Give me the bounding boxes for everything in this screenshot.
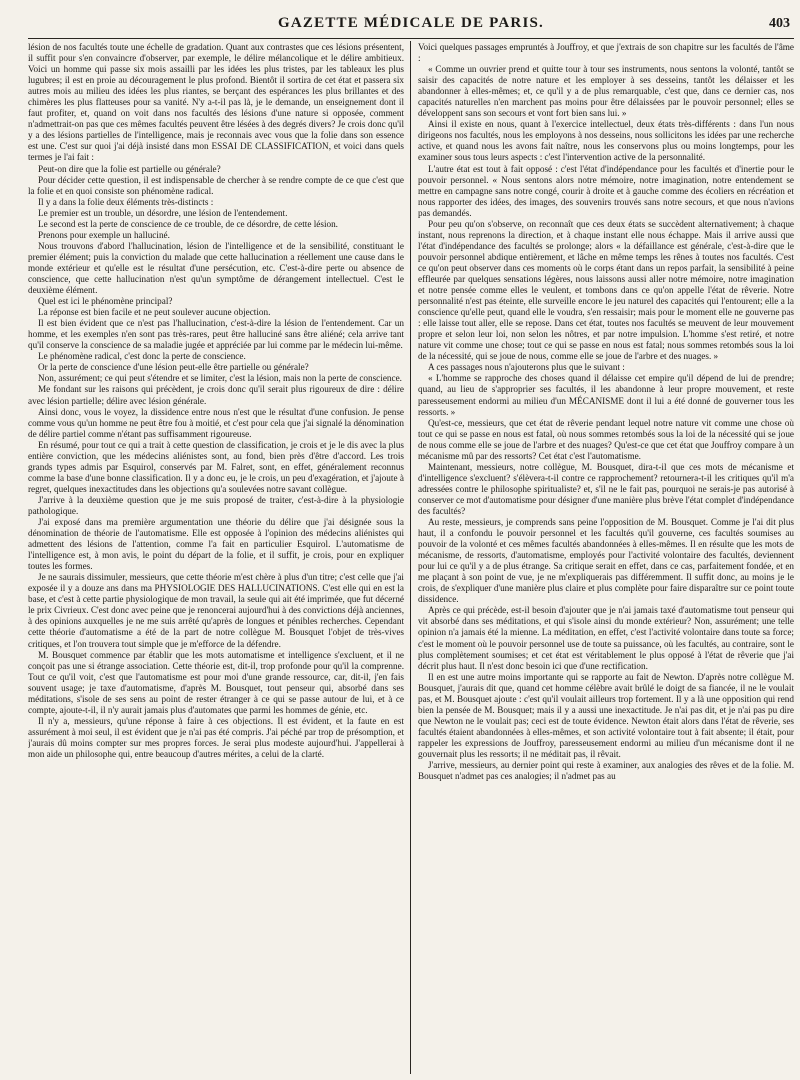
paragraph: Quel est ici le phénomène principal? — [38, 296, 173, 307]
paragraph: Pour décider cette question, il est indispensable de chercher à se rendre compte de ce que c'est que la folie et en quoi consiste son phénomène radical. — [28, 174, 404, 196]
paragraph: Il y a dans la folie deux éléments très-distincts : — [38, 196, 214, 207]
paragraph: L'autre état est tout à fait opposé : c'est l'état d'indépendance pour les facultés et d'inertie pour le pouvoir personnel. « Nous sentons alors notre mémoire, notre imagination, notre entendement se mettre en campagne sans notre congé, courir à droite et à gauche comme des écoliers en récréation et nous rapporter des idées, des images, des souvenirs trouvés sans notre secours, et que nous n'avions pas demandés. — [418, 163, 794, 218]
paragraph: J'ai exposé dans ma première argumentation une théorie du délire que j'ai désignée sous la dénomination de théorie de l'automatisme. Elle est opposée à l'opinion des médecins aliénistes qui admettent des lésions de l'attention, comme l'a fait en particulier Esquirol. L'automatisme de l'intelligence est, à mon avis, le point du départ de la folie, et il suffit, je crois, pour en expliquer toutes les formes. — [28, 517, 404, 572]
left-column — [28, 39, 410, 1074]
paragraph: Prenons pour exemple un halluciné. — [38, 229, 170, 240]
paragraph: Le second est la perte de conscience de ce trouble, de ce désordre, de cette lésion. — [38, 218, 338, 229]
paragraph: Maintenant, messieurs, notre collègue, M. Bousquet, dira-t-il que ces mots de mécanisme et d'intelligence s'excluent? s'élèvera-t-il contre ce rapprochement? retournera-t-il les critiques qu'il m'a adressées contre le philosophe spiritualiste? et, s'il ne le fait pas, pourquoi ne serais-je pas autorisé à conserver ce mot d'automatisme pour désigner d'une manière plus brève l'état complet d'indépendance des facultés? — [418, 461, 794, 516]
paragraph: « Comme un ouvrier prend et quitte tour à tour ses instruments, nous sentons la volonté, tantôt se saisir des capacités de notre nature et les employer à ses desseins, tantôt les délaisser et les abandonner à elles-mêmes; et, ce qu'il y a de plus remarquable, c'est que, dans ce dernier cas, nos capacités naturelles n'en marchent pas moins pour être délaissées par le pouvoir personnel; elles se développent sans son secours et vont fort bien sans lui. » — [418, 64, 794, 119]
page-header — [28, 0, 794, 39]
paragraph: Me fondant sur les raisons qui précèdent, je crois donc qu'il serait plus rigoureux de dire : délire avec lésion partielle; délire avec lésion générale. — [28, 384, 404, 406]
paragraph: « L'homme se rapproche des choses quand il délaisse cet empire qu'il dépend de lui de prendre; quand, au lieu de s'approprier ses facultés, il les abandonne à leur propre mouvement, et reste paresseusement endormi au milieu d'un MÉCANISME dont il lui a été donné de gouverner tous les ressorts. » — [418, 373, 794, 417]
paragraph: Qu'est-ce, messieurs, que cet état de rêverie pendant lequel notre nature vit comme une chose où tout ce qui se passe en nous est fatal, où nous sommes retombés sous la loi de la nécessité qui se joue de nous comme elle se joue de l'arbre et des nuages? Qu'est-ce que cet état que Jouffroy compare à un mécanisme mû par des ressorts? Cet état c'est l'automatisme. — [418, 417, 794, 461]
paragraph: Il est bien évident que ce n'est pas l'hallucination, c'est-à-dire la lésion de l'entendement. Car un homme, et les exemples n'en sont pas très-rares, peut être halluciné sans être aliéné; cela arrive tant qu'il conserve la conscience de sa maladie jugée et appréciée par lui comme par le médecin lui-même. — [28, 318, 404, 351]
paragraph: A ces passages nous n'ajouterons plus que le suivant : — [428, 362, 625, 373]
paragraph: Après ce qui précède, est-il besoin d'ajouter que je n'ai jamais taxé d'automatisme tout penseur qui vit absorbé dans ses méditations, et qui s'isole ainsi du monde extérieur? Non, assurément; une telle opinion n'a jamais été la mienne. La méditation, en effet, c'est l'activité volontaire dans toute sa force; c'est le moment où le pouvoir personnel use de toute sa puissance, où les facultés, au contraire, sont le plus complètement soumises; et cet état est véritablement le plus opposé à l'état de rêverie que j'ai décrit plus haut. Il n'est donc besoin ici que d'une rectification. — [418, 605, 794, 671]
paragraph: Je ne saurais dissimuler, messieurs, que cette théorie m'est chère à plus d'un titre; c'est celle que j'ai exposée il y a douze ans dans ma PHYSIOLOGIE DES HALLUCINATIONS. C'est elle qui en est la base, et c'est à cette partie physiologique de mon travail, la seule qui ait été imprimée, que fut décerné le prix Civrieux. C'est donc avec peine que je renoncerai aujourd'hui à des convictions déjà anciennes, à des opinions auxquelles je ne me suis arrêté qu'après de longues et pénibles recherches. Cependant cette théorie d'automatisme a été de la part de notre collègue M. Bousquet l'objet de très-vives critiques, et l'on trouvera tout simple que je m'efforce de la défendre. — [28, 572, 404, 649]
page-number: 403 — [769, 16, 790, 31]
paragraph: Pour peu qu'on s'observe, on reconnaît que ces deux états se succèdent alternativement; à chaque instant, nous reprenons la direction, et à chaque instant elle nous échappe. Mais il arrive aussi que l'état d'indépendance des facultés se prolonge; alors « la défaillance est générale, c'est-à-dire que le pouvoir personnel abdique entièrement, et lâche en même temps les rênes à toutes nos facultés. C'est ce qu'on peut observer dans ces moments où le corps étant dans un repos parfait, la sensibilité à peine effleurée par quelques sensations légères, nous laissons aussi aller notre mémoire, notre imagination et notre pensée comme elles le veulent, et tombons dans ce qu'on appelle l'état de rêverie. Notre personnalité n'est pas éteinte, elle surveille encore le jeu naturel des capacités qui l'entourent; elle a la conscience qu'elle peut, quand elle le voudra, s'en ressaisir; mais pour le moment elle ne gouverne pas : elle laisse tout aller, elle se repose. Dans cet état, toutes nos facultés se meuvent de leur mouvement propre et selon leur loi, non selon les nôtres, et par notre impulsion. L'homme s'est retiré, et notre nature vit comme une chose; tout ce qui se passe en nous est fatal; nous sommes retombés sous la loi de la nécessité, qui se joue de nous, comme elle se joue de l'arbre et des nuages. » — [418, 218, 794, 362]
paragraph: Or la perte de conscience d'une lésion peut-elle être partielle ou générale? — [38, 362, 309, 373]
paragraph: Au reste, messieurs, je comprends sans peine l'opposition de M. Bousquet. Comme je l'ai dit plus haut, il a confondu le pouvoir personnel et les facultés qu'il gouverne, ces facultés soumises au pouvoir de la volonté et ces mêmes facultés abandonnées à elles-mêmes. Il en résulte que les mots de mécanisme, de ressorts, d'automatisme, employés pour l'activité volontaire des facultés, deviennent pour lui ce qu'il y a de plus étrange. Sa critique serait en effet, dans ce cas, parfaitement fondée, et en me plaçant à son point de vue, je ne m'expliquerais pas différemment. Il suffit donc, au moins je le crois, de s'expliquer d'une manière plus claire et plus complète pour faire disparaître sur ce point toute dissidence. — [418, 517, 794, 605]
paragraph: Peut-on dire que la folie est partielle ou générale? — [38, 163, 221, 174]
journal-title: GAZETTE MÉDICALE DE PARIS. — [278, 15, 544, 31]
paragraph: Il en est une autre moins importante qui se rapporte au fait de Newton. D'après notre collègue M. Bousquet, j'aurais dit que, quand cet homme célèbre avait brûlé le doigt de sa fiancée, il ne le voulait pas, et M. Bousquet ajoute : c'est qu'il voulait ailleurs trop fortement. Il y a là une opposition qui rend bien la pensée de M. Bousquet; mais il y a aussi une inexactitude. Je n'ai pas dit, et je n'ai pas pu dire que Newton ne le voulait pas; ceci est de toute évidence. Newton était alors dans l'état de rêverie, ses facultés étaient abandonnées à elles-mêmes, et son activité volontaire tout à fait absente; il était, pour rappeler les expressions de Jouffroy, paresseusement endormi au milieu d'un mécanisme dont il ne gouvernait plus les ressorts; il ne méditait pas, il rêvait. — [418, 671, 794, 759]
text-columns — [28, 39, 794, 1074]
paragraph: Nous trouvons d'abord l'hallucination, lésion de l'intelligence et de la sensibilité, constituant le premier élément; puis la conviction du malade que cette hallucination a réellement une cause dans le monde extérieur et qu'elle est le résultat d'une persécution, etc. C'est-à-dire perte ou absence de conscience, que cette hallucination n'est qu'un symptôme de dérangement intellectuel. C'est le deuxième élément. — [28, 240, 404, 296]
paragraph: Non, assurément; ce qui peut s'étendre et se limiter, c'est la lésion, mais non la perte de conscience. — [38, 373, 402, 384]
paragraph: Le phénomène radical, c'est donc la perte de conscience. — [38, 351, 246, 362]
paragraph: La réponse est bien facile et ne peut soulever aucune objection. — [38, 307, 271, 318]
paragraph: Ainsi il existe en nous, quant à l'exercice intellectuel, deux états très-différents : dans l'un nous dirigeons nos facultés, nous les employons à nos desseins, nous sollicitons les idées par une recherche active, et quand nous les avons fait naître, nous les conservons plus ou moins longtemps, pour les examiner sous tous leurs aspects : c'est l'intervention active de la personnalité. — [418, 119, 794, 163]
paragraph: lésion de nos facultés toute une échelle de gradation. Quant aux contrastes que ces lésions présentent, il suffit pour s'en convaincre d'observer, par exemple, le délire mélancolique et le délire ambitieux. Voici un homme qui passe six mois assailli par les idées les plus tristes, par les tableaux les plus lugubres; il est en proie au découragement le plus profond. Bientôt il sortira de cet état et passera six autres mois au milieu des idées les plus riantes, se berçant des espérances les plus brillantes et des chimères les plus flatteuses pour sa vanité. N'y a-t-il pas là, je le demande, un enseignement dont il faut profiter, et, quand on voit dans nos facultés des lésions d'une nature si opposée, comment n'admettrait-on pas que ces mêmes facultés peuvent être lésées à des degrés divers? Je crois donc qu'il y a des lésions partielles de l'intelligence, mais je reconnais avec vous que la folie dans son essence est une. C'est sur quoi j'ai déjà insisté dans mon ESSAI DE CLASSIFICATION, et voici dans quels termes je l'ai fait : — [28, 42, 404, 163]
paragraph: J'arrive, messieurs, au dernier point qui reste à examiner, aux analogies des rêves et de la folie. M. Bousquet n'admet pas ces analogies; il n'admet pas au — [418, 760, 794, 782]
paragraph: Ainsi donc, vous le voyez, la dissidence entre nous n'est que le résultat d'une confusion. Je pense comme vous qu'un homme ne peut être fou à moitié, et c'est pour cela que j'ai signalé la dénomination de délire partiel comme n'étant pas suffisamment rigoureuse. — [28, 406, 404, 439]
paragraph: M. Bousquet commence par établir que les mots automatisme et intelligence s'excluent, et il ne conçoit pas une si étrange association. Cette théorie est, dit-il, trop profonde pour qu'il la comprenne. Tout ce qu'il voit, c'est que l'automatisme est pour moi d'une grande ressource, car, dit-il, j'en fais souvent usage; je taxe d'automatisme, d'après M. Bousquet, tout penseur qui, absorbé dans ses méditations, s'isole de ses sens au point de rester étranger à ce qui se passe autour de lui, et à ce compte, ajoute-t-il, il n'y aurait jamais plus d'automates que parmi les hommes de génie, etc. — [28, 649, 404, 715]
paragraph: Il n'y a, messieurs, qu'une réponse à faire à ces objections. Il est évident, et la faute en est assurément à moi seul, il est évident que je n'ai pas été compris. J'ai péché par trop de présomption, et j'aurais dû moins compter sur mes propres forces. Je serai plus modeste aujourd'hui. J'appellerai à mon aide un philosophe qui, entre beaucoup d'autres mérites, a celui de la clarté. — [28, 715, 404, 759]
paragraph: J'arrive à la deuxième question que je me suis proposé de traiter, c'est-à-dire à la physiologie pathologique. — [28, 494, 404, 516]
paragraph: Voici quelques passages empruntés à Jouffroy, et que j'extrais de son chapitre sur les facultés de l'âme : — [418, 42, 794, 64]
right-column — [411, 39, 794, 1074]
paragraph: En résumé, pour tout ce qui a trait à cette question de classification, je crois et je le dis avec la plus entière conviction, que les médecins aliénistes sont, au fond, bien près d'être d'accord. Les trois grands types admis par Esquirol, conservés par M. Falret, sont, en effet, généralement reconnus comme la base d'une bonne classification. Il y a donc eu, je le crois, un peu d'exagération, et j'ajoute à regret, quelques inexactitudes dans les objections qu'a soulevées notre savant collègue. — [28, 439, 404, 494]
paragraph: Le premier est un trouble, un désordre, une lésion de l'entendement. — [38, 207, 288, 218]
